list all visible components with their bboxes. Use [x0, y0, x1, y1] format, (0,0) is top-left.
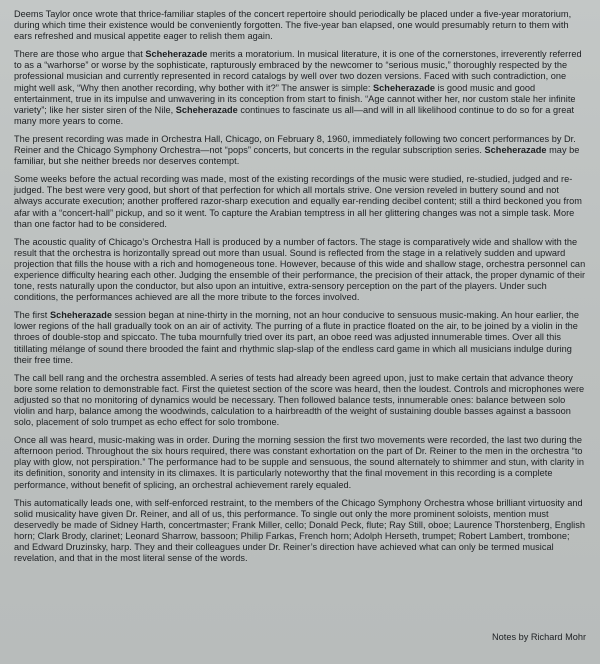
notes-paragraph — [14, 498, 586, 565]
paragraph-text: The call bell rang and the orchestra assembled. A series of tests had already been agreed upon, just to make certain that advance theory bore some relation to demonstrable fact. First the quietest section of the score was heard, then the loudest. Controls and microphones were adjusted so that no monitoring of dynamics would be necessary. Then followed balance tests, innumerable ones: balance between solo violin and harp, balance among the woodwinds, calculation to a hairbreadth of the weight of sustaining double basses against a bassoon solo, placement of solo trumpet as echo effect for solo trombone. — [14, 372, 585, 428]
work-title-text: Scheherazade — [484, 145, 547, 156]
notes-paragraph — [14, 49, 586, 127]
work-title-text: Scheherazade — [145, 49, 208, 60]
notes-paragraph — [14, 134, 586, 167]
paragraph-text: continues to fascinate us all—and will in all likelihood continue to do so for a great many more years to come. — [14, 104, 575, 126]
paragraph-text: Some weeks before the actual recording was made, most of the existing recordings of the music were studied, re-studied, judged and re-judged. The best were very good, but short of that perfection for which all mortals strive. One version reveled in buttery sound and not always accurate execution; another proffered razor-sharp execution and equally ear-rending decibel content; still a third beckoned you from afar with a “concert-hall” pickup, and so it went. To capture the Arabian temptress in all her glittering changes was not a simple task. More than one factor had to be considered. — [14, 174, 582, 229]
paragraph-text: This automatically leads one, with self-enforced restraint, to the members of the Chicago Symphony Orchestra whose brilliant virtuosity and solid musicality have given Dr. Reiner, and all of us, this performance. To single out only the more prominent soloists, mention must deservedly be made of Sidney Harth, concertmaster; Frank Miller, cello; Donald Peck, flute; Ray Still, oboe; Laurence Thorstenberg, English horn; Clark Brody, clarinet; Leonard Sharrow, bassoon; Philip Farkas, French horn; Adolph Herseth, trumpet; Robert Lambert, trombone; and Edward Druzinsky, harp. They and their colleagues under Dr. Reiner’s direction have achieved what can only be termed musical revelation, and that in the most literal sense of the words. — [14, 497, 585, 564]
paragraph-text: The first — [14, 310, 50, 321]
paragraph-text: merits a moratorium. In musical literature, it is one of the cornerstones, irreverently referred to as a “warhorse” or worse by the sophisticate, rapturously embraced by the newcomer to “serious music,” thoroughly respected by the professional musician and currently represented in record catalogs by well over two dozen versions. Faced with such contradiction, one might well ask, “Why then another recording, why bother with it?” The answer is simple: — [14, 49, 582, 93]
paragraph-text: Deems Taylor once wrote that thrice-familiar staples of the concert repertoire should periodically be placed under a five-year moratorium, during which time their existence would be conveniently forgotten. The five-year ban elapsed, one would presumably return to them with ears refreshed and musical appetite eager to relish them again. — [14, 9, 572, 42]
work-title-text: Scheherazade — [175, 104, 238, 115]
notes-paragraph — [14, 435, 586, 490]
notes-paragraph — [14, 373, 586, 428]
paragraph-text: Once all was heard, music-making was in order. During the morning session the first two movements were recorded, the last two during the afternoon period. Throughout the six hours required, there was constant exhortation on the part of Dr. Reiner to the men in the orchestra “to play with glow, not perspiration.” The performance had to be supple and sensuous, the sound alternately to shimmer and stun, with clarity in its definition, sonority and intensity in its climaxes. It is particularly noteworthy that the final movement in this recording is a complete performance, without benefit of splicing, an orchestral achievement rarely equaled. — [14, 435, 585, 490]
paragraph-text: is good music and good entertainment, true in its impulse and unwavering in its conception from start to finish. “Age cannot wither her, nor custom stale her infinite variety”; like her sister siren of the Nile, — [14, 82, 576, 115]
notes-signature: Notes by Richard Mohr — [492, 632, 586, 642]
notes-paragraph — [14, 9, 586, 42]
paragraph-text: There are those who argue that — [14, 49, 146, 60]
notes-paragraph — [14, 174, 586, 229]
paragraph-text: session began at nine-thirty in the morning, not an hour conducive to sensuous music-making. An hour earlier, the lower regions of the hall gradually took on an air of activity. The purring of a flute in practice floated on the air, to be joined by a violin in the throes of double-stop and spiccato. The tuba mournfully tried over its part, an oboe reed was adjusted innumerable times. Over all this titillating mélange of sound there brooded the faint and rhythmic slap-slap of the endless card game in which all musicians indulge during their free time. — [14, 310, 579, 365]
notes-paragraph — [14, 237, 586, 304]
work-title-text: Scheherazade — [49, 310, 112, 321]
paragraph-text: The acoustic quality of Chicago’s Orchestra Hall is produced by a number of factors. The stage is comparatively wide and shallow with the result that the orchestra is horizontally spread out more than usual. Sound is reflected from the stage in a relatively sudden and upward projection that fills the house with a rich and homogeneous tone. However, because of this wide and shallow stage, orchestra personnel can experience difficulty hearing each other. Judging the ensemble of their performance, the precision of their attack, the proper dynamic of their tone, rests naturally upon the conductor, but also upon an intuitive, extra-sensory perception on the part of the players. Under such conditions, the performances achieved are all the more tribute to the forces involved. — [14, 236, 586, 303]
work-title-text: Scheherazade — [373, 82, 436, 93]
paragraph-text: may be familiar, but she neither breeds nor deserves contempt. — [14, 145, 580, 167]
paragraph-text: The present recording was made in Orchestra Hall, Chicago, on February 8, 1960, immediately following two concert performances by Dr. Reiner and the Chicago Symphony Orchestra—not “pops” concerts, but concerts in the regular subscription series. — [14, 133, 576, 156]
liner-notes-body — [14, 9, 586, 564]
notes-paragraph — [14, 310, 586, 365]
